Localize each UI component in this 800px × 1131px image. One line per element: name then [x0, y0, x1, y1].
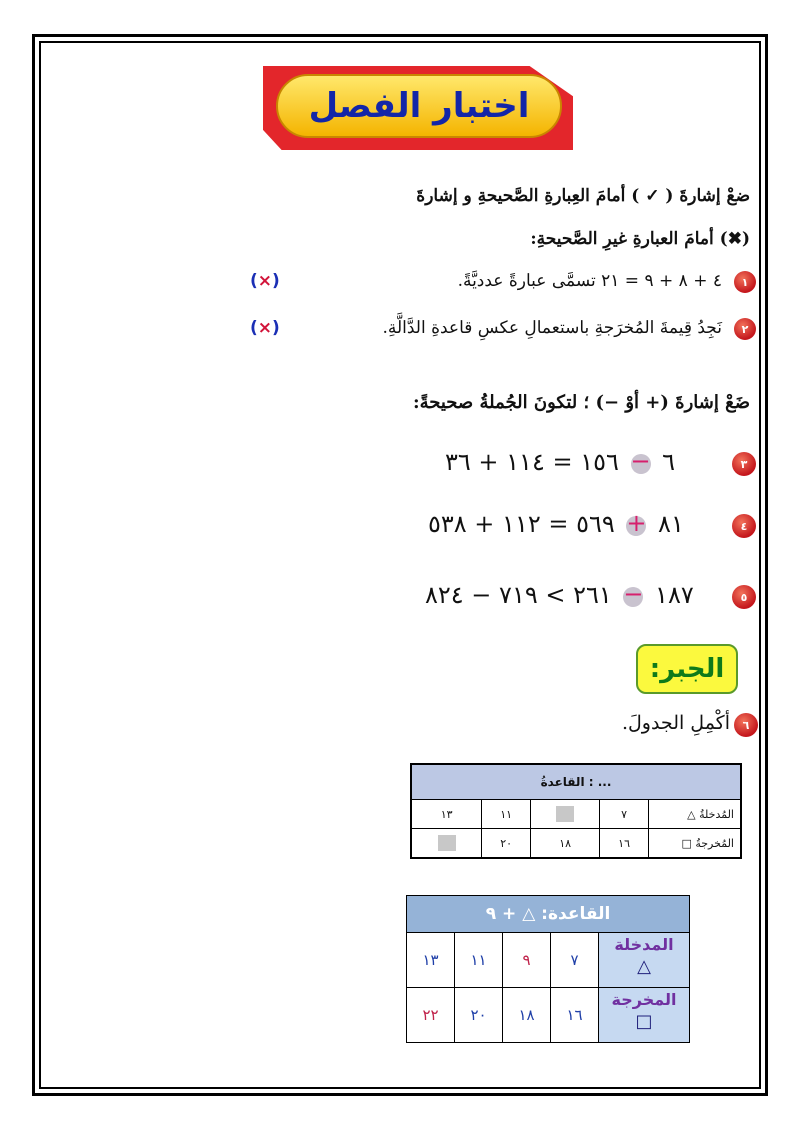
equation-left: ١٨٧	[655, 581, 694, 609]
page-title: اختبار الفصل	[308, 86, 530, 126]
table-row-input	[407, 933, 690, 988]
square-icon: □	[635, 1011, 653, 1032]
section1-instruction-line1: ضعْ إشارةَ ( ✓ ) أمامَ العِبارةِ الصَّحيحةِ و إشارةَ	[416, 186, 750, 206]
operator-circle[interactable]: +	[626, 508, 648, 537]
section1-instruction-line2: (✖) أمامَ العبارةِ غيرِ الصَّحيحةِ:	[530, 229, 750, 249]
operator-circle[interactable]: −	[630, 446, 652, 475]
operator-circle[interactable]: −	[623, 579, 645, 608]
item-number-badge: ٢	[734, 318, 756, 340]
table-cell: ٢٠	[482, 829, 531, 859]
table-cell: ٧	[600, 800, 649, 829]
table-cell-blank[interactable]	[411, 829, 482, 859]
table-cell: ١٣	[407, 933, 455, 988]
table-cell-answer: ٢٢	[407, 988, 455, 1043]
item-number-badge: ٤	[732, 514, 756, 538]
section2-instruction: ضَعْ إشارةَ (+ أوْ −) ؛ لتكونَ الجُملةُ صحيحةً:	[412, 392, 750, 413]
table-cell: ١١	[455, 933, 503, 988]
table-cell: ١٨	[503, 988, 551, 1043]
table-cell: ٢٠	[455, 988, 503, 1043]
triangle-icon: △	[637, 956, 651, 977]
item-number-badge: ٣	[732, 452, 756, 476]
answer-mark-2: (×)	[250, 318, 280, 338]
table-cell: ١٣	[411, 800, 482, 829]
function-table-original	[410, 763, 742, 859]
equation-3	[445, 448, 675, 476]
statement-1: ٤ + ٨ + ٩ = ٢١ تسمَّى عبارةً عدديَّةً.	[457, 271, 722, 291]
answer-mark-1: (×)	[250, 271, 280, 291]
title-banner	[276, 74, 562, 138]
table-rule: القاعدةُ : ...	[411, 764, 741, 800]
row-label-input: المدخلة △	[599, 933, 690, 988]
blank-box	[556, 806, 574, 822]
equation-left: ٨١	[658, 510, 684, 538]
table-row-input	[411, 800, 741, 829]
algebra-heading: الجبر:	[649, 654, 725, 684]
equation-5	[425, 581, 694, 609]
table-cell: ٧	[551, 933, 599, 988]
algebra-instruction: أكْمِلِ الجدولَ.	[621, 712, 730, 734]
table-cell-answer: ٩	[503, 933, 551, 988]
function-table-answer	[406, 895, 690, 1043]
statement-2: نَجِدُ قِيمةَ المُخرَجةِ باستعمالِ عكسِ قاعدةِ الدَّالَّةِ.	[382, 318, 722, 338]
table-cell: ١٨	[531, 829, 600, 859]
equation-4	[428, 510, 684, 538]
equation-right: ٥٦٩ = ١١٢ + ٥٣٨	[428, 510, 615, 538]
row-label-input: المُدخلةُ △	[649, 800, 742, 829]
table-cell: ١٦	[551, 988, 599, 1043]
equation-left: ٦	[662, 448, 676, 476]
blank-box	[438, 835, 456, 851]
table-cell: ١١	[482, 800, 531, 829]
row-label-output: المخرجة □	[599, 988, 690, 1043]
algebra-heading-box	[636, 644, 738, 694]
table-cell: ١٦	[600, 829, 649, 859]
equation-right: ٢٦١ > ٧١٩ − ٨٢٤	[425, 581, 612, 609]
equation-right: ١٥٦ = ١١٤ + ٣٦	[445, 448, 619, 476]
item-number-badge: ٦	[734, 713, 758, 737]
item-number-badge: ١	[734, 271, 756, 293]
table-rule: القاعدة: △ + ٩	[407, 896, 690, 933]
item-number-badge: ٥	[732, 585, 756, 609]
row-label-output: المُخرجةُ □	[649, 829, 742, 859]
table-cell-blank[interactable]	[531, 800, 600, 829]
table-row-output	[407, 988, 690, 1043]
table-row-output	[411, 829, 741, 859]
